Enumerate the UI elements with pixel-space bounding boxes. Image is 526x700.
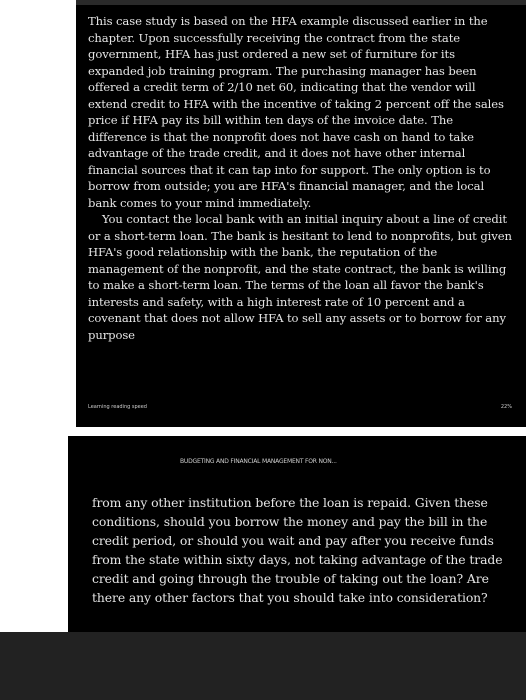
running-head: BUDGETING AND FINANCIAL MANAGEMENT FOR NON... — [180, 458, 337, 465]
case-study-paragraph-3: from any other institution before the loan is repaid. Given these conditions, should you borrow the money and pay the bill in the credit period, or should you wait and pay after you receive funds from the state within sixty days, not taking advantage of the trade credit and going through the trouble of taking out the loan? Are there any other factors that you should take into consideration? — [92, 495, 503, 605]
bottom-strip — [0, 632, 526, 700]
reader-page-2 — [68, 436, 526, 632]
reading-speed-label: Learning reading speed — [88, 404, 147, 410]
case-study-paragraph-2: You contact the local bank with an initial inquiry about a line of credit or a short-term loan. The bank is hesitant to lend to nonprofits, but given HFA's good relationship with the bank, the reputation of the management of the nonprofit, and the state contract, the bank is willing to make a short-term loan. The terms of the loan all favor the bank's interests and safety, with a high interest rate of 10 percent and a covenant that does not allow HFA to sell any assets or to borrow for any purpose — [88, 212, 512, 342]
left-margin — [0, 0, 76, 427]
progress-percent: 22% — [500, 404, 512, 410]
left-margin-2 — [0, 436, 68, 632]
reader-page-1 — [76, 5, 526, 427]
page-divider — [0, 427, 526, 436]
page-footer — [88, 404, 512, 410]
case-study-paragraph-1: This case study is based on the HFA example discussed earlier in the chapter. Upon successfully receiving the contract from the state government, HFA has just ordered a new set of furniture for its expanded job training program. The purchasing manager has been offered a credit term of 2/10 net 60, indicating that the vendor will extend credit to HFA with the incentive of taking 2 percent off the sales price if HFA pay its bill within ten days of the invoice date. The difference is that the nonprofit does not have cash on hand to take advantage of the trade credit, and it does not have other internal financial sources that it can tap into for support. The only option is to borrow from outside; you are HFA's financial manager, and the local bank comes to your mind immediately. — [88, 14, 504, 210]
